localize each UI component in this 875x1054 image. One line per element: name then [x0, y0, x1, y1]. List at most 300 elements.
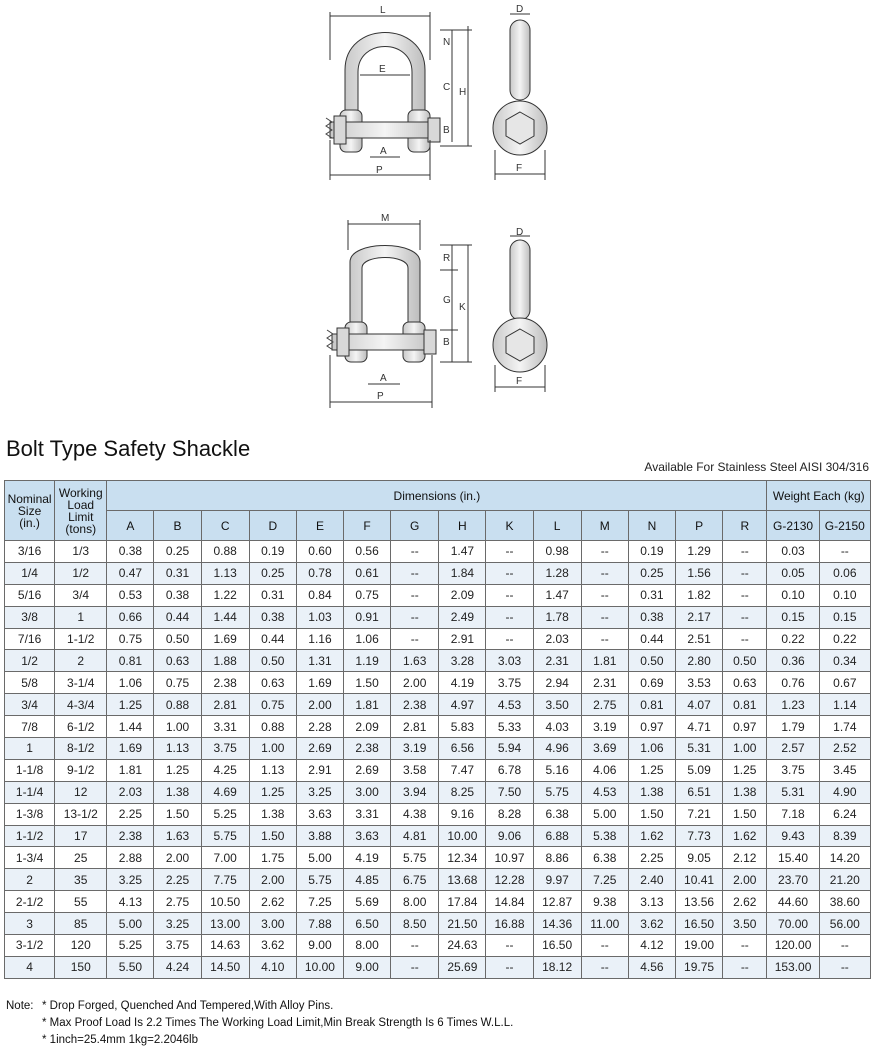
table-cell: 1.81	[344, 694, 391, 716]
dimension-drawings	[0, 0, 875, 415]
table-cell: 0.56	[344, 541, 391, 563]
table-cell: --	[391, 562, 439, 584]
table-cell: 2.12	[723, 847, 767, 869]
table-cell: 5.31	[676, 738, 723, 760]
table-cell: 2.94	[533, 672, 581, 694]
table-cell: 38.60	[819, 891, 870, 913]
table-cell: 1.74	[819, 716, 870, 738]
table-cell: 3.25	[154, 913, 201, 935]
table-cell: 2.31	[581, 672, 628, 694]
table-cell: 4-3/4	[55, 694, 107, 716]
table-cell: 1.63	[391, 650, 439, 672]
table-cell: 1.44	[201, 606, 249, 628]
table-cell: --	[486, 541, 533, 563]
table-cell: 11.00	[581, 913, 628, 935]
table-cell: 16.50	[676, 913, 723, 935]
table-cell: 8.25	[439, 781, 486, 803]
table-cell: 4.07	[676, 694, 723, 716]
table-cell: 2.03	[533, 628, 581, 650]
table-cell: 24.63	[439, 935, 486, 957]
table-cell: 8.00	[344, 935, 391, 957]
table-cell: 1.81	[107, 759, 154, 781]
table-cell: 2.28	[296, 716, 343, 738]
table-cell: 9.00	[344, 956, 391, 978]
table-cell: 0.38	[154, 584, 201, 606]
table-cell: 70.00	[767, 913, 819, 935]
table-cell: --	[581, 628, 628, 650]
table-row	[5, 803, 871, 825]
header-wll-line: Working	[58, 485, 103, 500]
column-header-p: P	[676, 511, 723, 541]
table-row	[5, 781, 871, 803]
table-cell: 4.71	[676, 716, 723, 738]
column-header-d: D	[249, 511, 296, 541]
table-cell: 3.62	[249, 935, 296, 957]
table-cell: 0.78	[296, 562, 343, 584]
table-cell: 14.84	[486, 891, 533, 913]
table-cell: 5.33	[486, 716, 533, 738]
column-header-g-2130: G-2130	[767, 511, 819, 541]
table-cell: 3.62	[628, 913, 675, 935]
table-cell: 12.28	[486, 869, 533, 891]
header-dimensions: Dimensions (in.)	[107, 481, 767, 511]
header-wll-line: Load	[67, 497, 95, 512]
table-cell: 5.31	[767, 781, 819, 803]
table-cell: 17	[55, 825, 107, 847]
svg-text:R: R	[443, 253, 451, 264]
table-row	[5, 716, 871, 738]
table-cell: 0.75	[107, 628, 154, 650]
table-cell: 9.00	[296, 935, 343, 957]
table-cell: 0.25	[249, 562, 296, 584]
table-cell: 7.25	[581, 869, 628, 891]
table-cell: 17.84	[439, 891, 486, 913]
table-cell: 6.88	[533, 825, 581, 847]
table-cell: 3.45	[819, 759, 870, 781]
table-cell: 3.88	[296, 825, 343, 847]
svg-text:F: F	[516, 163, 523, 174]
column-header-f: F	[344, 511, 391, 541]
table-cell: --	[723, 562, 767, 584]
table-cell: 7.47	[439, 759, 486, 781]
table-cell: 8.28	[486, 803, 533, 825]
table-cell: 4.24	[154, 956, 201, 978]
table-cell: --	[723, 935, 767, 957]
column-header-r: R	[723, 511, 767, 541]
table-cell: --	[391, 956, 439, 978]
table-cell: 6.38	[533, 803, 581, 825]
shackle-diagrams	[0, 0, 875, 415]
table-cell: 4.90	[819, 781, 870, 803]
table-cell: 1.25	[628, 759, 675, 781]
table-cell: 1.62	[723, 825, 767, 847]
table-cell: 5.00	[581, 803, 628, 825]
table-cell: 0.91	[344, 606, 391, 628]
table-cell: --	[723, 584, 767, 606]
table-row	[5, 825, 871, 847]
table-cell: 3/8	[5, 606, 55, 628]
table-row	[5, 650, 871, 672]
table-cell: 8.00	[391, 891, 439, 913]
table-cell: 7.50	[486, 781, 533, 803]
table-cell: 2.57	[767, 738, 819, 760]
header-nominal-line: Nominal	[7, 491, 52, 506]
table-cell: 5.75	[296, 869, 343, 891]
table-cell: 0.15	[767, 606, 819, 628]
table-cell: 1-1/4	[5, 781, 55, 803]
table-cell: 3.00	[344, 781, 391, 803]
table-cell: 3.75	[154, 935, 201, 957]
table-cell: 0.75	[249, 694, 296, 716]
header-nominal-line: Size	[17, 503, 42, 518]
table-cell: 1-1/2	[55, 628, 107, 650]
table-cell: --	[723, 956, 767, 978]
table-cell: 3.63	[296, 803, 343, 825]
table-row	[5, 891, 871, 913]
table-cell: 14.36	[533, 913, 581, 935]
table-cell: 2.91	[439, 628, 486, 650]
table-row	[5, 562, 871, 584]
table-cell: 0.67	[819, 672, 870, 694]
table-cell: 1/4	[5, 562, 55, 584]
svg-text:L: L	[380, 5, 386, 16]
table-cell: 4.19	[344, 847, 391, 869]
anchor-shackle-side-drawing	[493, 14, 547, 180]
table-cell: 3.31	[201, 716, 249, 738]
table-cell: 2.38	[201, 672, 249, 694]
table-cell: 4.25	[201, 759, 249, 781]
table-cell: 0.10	[819, 584, 870, 606]
table-cell: 3.19	[391, 738, 439, 760]
table-cell: 2.00	[723, 869, 767, 891]
table-cell: 2-1/2	[5, 891, 55, 913]
table-cell: 7.21	[676, 803, 723, 825]
header-working-load-limit	[55, 481, 107, 541]
table-cell: 3.50	[533, 694, 581, 716]
table-cell: 5/8	[5, 672, 55, 694]
table-cell: 1.75	[249, 847, 296, 869]
table-cell: 7.18	[767, 803, 819, 825]
table-cell: 0.38	[249, 606, 296, 628]
table-cell: 1.06	[344, 628, 391, 650]
table-cell: 9.05	[676, 847, 723, 869]
table-cell: 2.00	[296, 694, 343, 716]
table-cell: 1.62	[628, 825, 675, 847]
svg-text:F: F	[516, 376, 523, 387]
table-cell: 1.29	[676, 541, 723, 563]
note-line: * Drop Forged, Quenched And Tempered,With Alloy Pins.	[42, 1000, 334, 1012]
table-cell: 2.81	[391, 716, 439, 738]
table-cell: 4.56	[628, 956, 675, 978]
table-cell: 56.00	[819, 913, 870, 935]
table-cell: 153.00	[767, 956, 819, 978]
table-cell: 3/4	[5, 694, 55, 716]
table-cell: 55	[55, 891, 107, 913]
svg-text:K: K	[459, 302, 466, 313]
svg-text:B: B	[443, 337, 450, 348]
header-column-row	[5, 511, 871, 541]
table-cell: 0.15	[819, 606, 870, 628]
table-cell: 0.05	[767, 562, 819, 584]
table-row	[5, 738, 871, 760]
table-cell: 2.09	[439, 584, 486, 606]
table-cell: 3.53	[676, 672, 723, 694]
specification-table	[4, 480, 871, 979]
table-cell: 4	[5, 956, 55, 978]
table-cell: 1.79	[767, 716, 819, 738]
table-cell: 2.51	[676, 628, 723, 650]
table-cell: 6.56	[439, 738, 486, 760]
svg-text:C: C	[443, 82, 451, 93]
table-cell: 21.50	[439, 913, 486, 935]
table-row	[5, 847, 871, 869]
table-cell: 25.69	[439, 956, 486, 978]
table-cell: 3.25	[296, 781, 343, 803]
table-cell: 9.16	[439, 803, 486, 825]
table-cell: 13.00	[201, 913, 249, 935]
table-cell: 7.75	[201, 869, 249, 891]
table-cell: 1/2	[55, 562, 107, 584]
table-cell: 0.38	[628, 606, 675, 628]
table-cell: 1-1/8	[5, 759, 55, 781]
table-cell: 0.63	[723, 672, 767, 694]
table-cell: 0.31	[628, 584, 675, 606]
table-cell: 9-1/2	[55, 759, 107, 781]
notes-prefix: Note:	[6, 1000, 34, 1012]
table-cell: 9.38	[581, 891, 628, 913]
table-cell: 1-1/2	[5, 825, 55, 847]
table-row	[5, 956, 871, 978]
table-cell: --	[391, 628, 439, 650]
table-cell: 1.00	[723, 738, 767, 760]
table-cell: 1.25	[154, 759, 201, 781]
table-row	[5, 584, 871, 606]
table-cell: --	[819, 541, 870, 563]
table-cell: 3/16	[5, 541, 55, 563]
table-cell: --	[486, 628, 533, 650]
table-cell: 0.22	[767, 628, 819, 650]
table-cell: 4.12	[628, 935, 675, 957]
table-cell: 2.69	[344, 759, 391, 781]
table-cell: 5.94	[486, 738, 533, 760]
table-cell: 3.75	[486, 672, 533, 694]
table-cell: --	[486, 606, 533, 628]
table-cell: 1.47	[439, 541, 486, 563]
table-cell: 0.81	[107, 650, 154, 672]
table-cell: 0.44	[628, 628, 675, 650]
table-cell: 0.22	[819, 628, 870, 650]
table-cell: --	[391, 584, 439, 606]
table-row	[5, 759, 871, 781]
table-cell: 3	[5, 913, 55, 935]
column-header-g: G	[391, 511, 439, 541]
table-cell: 12.87	[533, 891, 581, 913]
column-header-h: H	[439, 511, 486, 541]
table-cell: 9.06	[486, 825, 533, 847]
table-cell: 3.75	[201, 738, 249, 760]
table-cell: 21.20	[819, 869, 870, 891]
table-cell: 2.75	[154, 891, 201, 913]
table-cell: 14.63	[201, 935, 249, 957]
table-cell: 1.25	[107, 694, 154, 716]
table-row	[5, 628, 871, 650]
table-cell: 3.69	[581, 738, 628, 760]
table-row	[5, 672, 871, 694]
table-cell: 2.40	[628, 869, 675, 891]
table-cell: 2.00	[391, 672, 439, 694]
table-cell: 2.25	[628, 847, 675, 869]
table-cell: 1.38	[249, 803, 296, 825]
table-cell: 0.36	[767, 650, 819, 672]
table-cell: 1.88	[201, 650, 249, 672]
table-cell: 0.98	[533, 541, 581, 563]
table-cell: 0.66	[107, 606, 154, 628]
table-cell: 1-3/8	[5, 803, 55, 825]
column-header-m: M	[581, 511, 628, 541]
table-cell: 6.50	[344, 913, 391, 935]
table-cell: 1.78	[533, 606, 581, 628]
table-cell: 3-1/2	[5, 935, 55, 957]
table-cell: 3-1/4	[55, 672, 107, 694]
table-cell: 0.25	[154, 541, 201, 563]
table-cell: 1.50	[154, 803, 201, 825]
table-cell: 1.28	[533, 562, 581, 584]
table-cell: 0.44	[249, 628, 296, 650]
table-cell: 7/8	[5, 716, 55, 738]
table-row	[5, 694, 871, 716]
table-cell: 0.47	[107, 562, 154, 584]
table-cell: 1.31	[296, 650, 343, 672]
table-cell: 5.38	[581, 825, 628, 847]
table-cell: 8.39	[819, 825, 870, 847]
table-cell: 7/16	[5, 628, 55, 650]
table-cell: 2.09	[344, 716, 391, 738]
column-header-l: L	[533, 511, 581, 541]
note-line: * Max Proof Load Is 2.2 Times The Working Load Limit,Min Break Strength Is 6 Times W.L.L.	[42, 1017, 514, 1029]
table-cell: 35	[55, 869, 107, 891]
table-cell: 1	[5, 738, 55, 760]
table-cell: 2.00	[154, 847, 201, 869]
table-cell: 2.38	[107, 825, 154, 847]
table-cell: 3.75	[767, 759, 819, 781]
table-cell: 4.53	[581, 781, 628, 803]
table-cell: 1.25	[249, 781, 296, 803]
table-cell: 150	[55, 956, 107, 978]
table-cell: 8.86	[533, 847, 581, 869]
table-cell: 4.06	[581, 759, 628, 781]
table-cell: 1.69	[107, 738, 154, 760]
table-cell: 1.38	[723, 781, 767, 803]
table-cell: 0.75	[154, 672, 201, 694]
table-cell: 0.50	[249, 650, 296, 672]
table-cell: 1-3/4	[5, 847, 55, 869]
table-cell: 8.50	[391, 913, 439, 935]
table-cell: 0.50	[154, 628, 201, 650]
table-cell: 2.17	[676, 606, 723, 628]
table-cell: 6-1/2	[55, 716, 107, 738]
table-cell: 1/3	[55, 541, 107, 563]
table-cell: 5.83	[439, 716, 486, 738]
table-cell: --	[581, 541, 628, 563]
table-cell: 2.49	[439, 606, 486, 628]
table-cell: 0.50	[628, 650, 675, 672]
table-cell: 5.75	[201, 825, 249, 847]
header-wll-line: Limit	[68, 509, 94, 524]
table-cell: 1.25	[723, 759, 767, 781]
table-cell: 0.10	[767, 584, 819, 606]
column-header-k: K	[486, 511, 533, 541]
table-cell: 2.80	[676, 650, 723, 672]
table-cell: 7.73	[676, 825, 723, 847]
table-cell: 5.50	[107, 956, 154, 978]
table-cell: 2.62	[723, 891, 767, 913]
table-cell: 13.56	[676, 891, 723, 913]
table-cell: --	[486, 956, 533, 978]
table-cell: 3.50	[723, 913, 767, 935]
dee-shackle-front-drawing	[327, 220, 472, 408]
table-cell: 1.44	[107, 716, 154, 738]
table-cell: 2.91	[296, 759, 343, 781]
table-cell: --	[723, 606, 767, 628]
table-cell: 6.78	[486, 759, 533, 781]
table-cell: 7.00	[201, 847, 249, 869]
table-cell: 2.75	[581, 694, 628, 716]
table-row	[5, 541, 871, 563]
table-cell: --	[723, 628, 767, 650]
table-cell: 0.19	[628, 541, 675, 563]
table-cell: 4.38	[391, 803, 439, 825]
table-cell: 0.88	[154, 694, 201, 716]
table-cell: 1.50	[249, 825, 296, 847]
table-cell: 23.70	[767, 869, 819, 891]
table-cell: 1	[55, 606, 107, 628]
table-cell: 3.25	[107, 869, 154, 891]
table-cell: 5.00	[107, 913, 154, 935]
table-cell: 1.84	[439, 562, 486, 584]
table-cell: --	[486, 562, 533, 584]
table-cell: --	[581, 562, 628, 584]
table-cell: 9.97	[533, 869, 581, 891]
table-cell: --	[581, 584, 628, 606]
table-cell: 7.88	[296, 913, 343, 935]
table-cell: --	[581, 956, 628, 978]
table-cell: 3.28	[439, 650, 486, 672]
table-cell: 1.50	[723, 803, 767, 825]
table-cell: 1.81	[581, 650, 628, 672]
table-cell: 0.63	[249, 672, 296, 694]
table-cell: 1.50	[628, 803, 675, 825]
table-cell: 2.38	[391, 694, 439, 716]
table-cell: 4.96	[533, 738, 581, 760]
table-cell: 1.06	[628, 738, 675, 760]
table-cell: 0.03	[767, 541, 819, 563]
table-cell: --	[391, 935, 439, 957]
header-weight: Weight Each (kg)	[767, 481, 871, 511]
svg-text:E: E	[379, 64, 386, 75]
table-cell: --	[819, 956, 870, 978]
table-cell: 0.97	[628, 716, 675, 738]
table-cell: 4.13	[107, 891, 154, 913]
table-cell: 5.00	[296, 847, 343, 869]
table-cell: 1.50	[344, 672, 391, 694]
svg-text:B: B	[443, 125, 450, 136]
table-cell: 0.88	[249, 716, 296, 738]
table-cell: 3.63	[344, 825, 391, 847]
table-cell: 1.13	[201, 562, 249, 584]
table-cell: 0.06	[819, 562, 870, 584]
table-cell: 1.14	[819, 694, 870, 716]
table-cell: 0.38	[107, 541, 154, 563]
